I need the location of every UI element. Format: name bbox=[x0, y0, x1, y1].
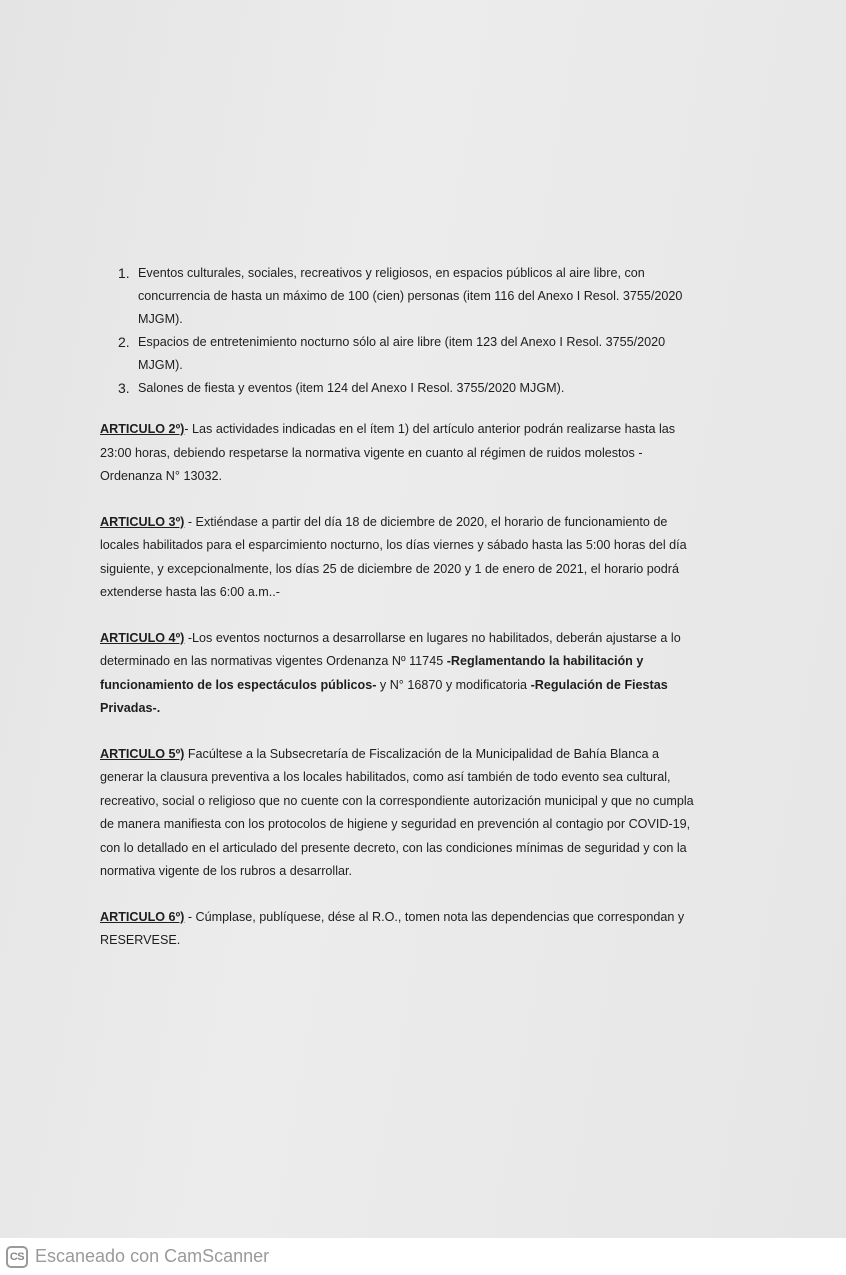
camscanner-logo-icon: CS bbox=[6, 1246, 28, 1268]
article-2: ARTICULO 2º)- Las actividades indicadas en el ítem 1) del artículo anterior podrán realizarse hasta las 23:00 horas, debiendo respetarse la normativa vigente en cuanto al régimen de ruidos molestos - Ordenanza N° 13032. bbox=[100, 422, 676, 483]
watermark-text: Escaneado con CamScanner bbox=[35, 1246, 270, 1266]
camscanner-footer bbox=[0, 1238, 846, 1275]
article-label: ARTICULO 2º) bbox=[100, 422, 185, 436]
article-6: ARTICULO 6º) - Cúmplase, publíquese, dése al R.O., tomen nota las dependencias que correspondan y RESERVESE. bbox=[100, 909, 685, 947]
article-label: ARTICULO 3º) bbox=[100, 514, 185, 529]
document-body bbox=[100, 262, 700, 975]
article-5: ARTICULO 5º) Facúltese a la Subsecretaría de Fiscalización de la Municipalidad de Bahía Blanca a generar la clausura preventiva a los locales habilitados, como así también de todo evento sea cultural, recreativo, social o religioso que no cuente con la correspondiente autorización municipal y que no cumpla de manera manifiesta con los protocolos de higiene y seguridad en prevención al contagio por COVID-19, con lo detallado en el articulado del presente decreto, con las condiciones mínimas de seguridad y con la normativa vigente de los rubros a desarrollar. bbox=[100, 746, 694, 878]
article-4: ARTICULO 4º) -Los eventos nocturnos a desarrollarse en lugares no habilitados, deberán ajustarse a lo determinado en las normativas vigentes Ordenanza Nº 11745 -Reglamentando la habilitación y funcionamiento de los espectáculos públicos- y N° 16870 y modificatoria -Regulación de Fiestas Privadas-. bbox=[100, 630, 681, 715]
numbered-list bbox=[100, 262, 700, 400]
list-item: 2. Espacios de entretenimiento nocturno sólo al aire libre (item 123 del Anexo I Resol. 3755/2020 MJGM). bbox=[118, 334, 666, 372]
list-item: 3. Salones de fiesta y eventos (item 124 del Anexo I Resol. 3755/2020 MJGM). bbox=[118, 380, 565, 396]
article-label: ARTICULO 4º) bbox=[100, 630, 185, 645]
article-label: ARTICULO 5º) bbox=[100, 746, 185, 761]
article-label: ARTICULO 6º) bbox=[100, 909, 185, 924]
article-3: ARTICULO 3º) - Extiéndase a partir del día 18 de diciembre de 2020, el horario de funcionamiento de locales habilitados para el esparcimiento nocturno, los días viernes y sábado hasta las 5:00 horas del día siguiente, y excepcionalmente, los días 25 de diciembre de 2020 y 1 de enero de 2021, el horario podrá extenderse hasta las 6:00 a.m..- bbox=[100, 514, 687, 599]
list-item: 1. Eventos culturales, sociales, recreativos y religiosos, en espacios públicos al aire libre, con concurrencia de hasta un máximo de 100 (cien) personas (item 116 del Anexo I Resol. 3755/2020 MJGM). bbox=[118, 265, 683, 326]
